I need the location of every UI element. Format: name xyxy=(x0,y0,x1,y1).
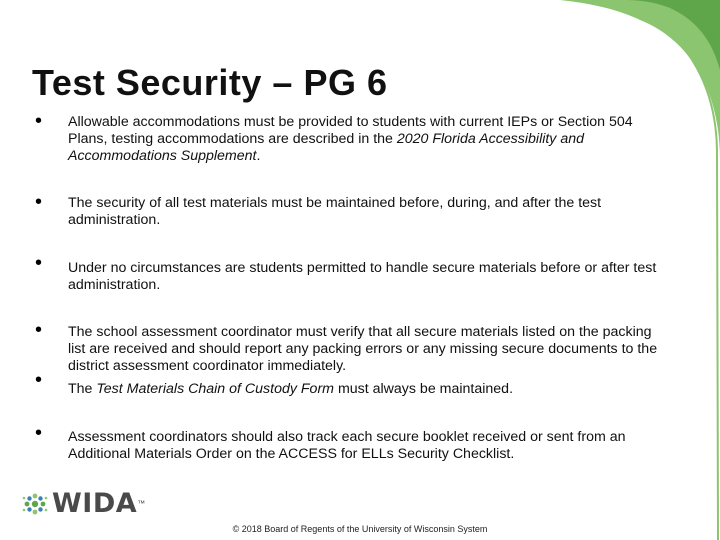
wida-logo xyxy=(22,488,145,519)
bullet-chain-of-custody: The Test Materials Chain of Custody Form must always be maintained. xyxy=(68,381,514,397)
bullet-marker: • xyxy=(35,422,43,444)
bullet-track-booklets: Assessment coordinators should also track each secure booklet received or sent from an Additional Materials Order on the ACCESS for ELLs Security Checklist. xyxy=(68,429,626,462)
trademark-mark: ™ xyxy=(137,499,146,508)
bullet-marker: • xyxy=(35,319,43,341)
bullet-student-handling: Under no circumstances are students permitted to handle secure materials before or after test administration. xyxy=(68,260,657,293)
bullet-marker: • xyxy=(35,110,43,132)
bullet-coordinator-verify: The school assessment coordinator must verify that all secure materials listed on the packing list are received and should report any packing errors or any missing secure documents to the district assessment coordinator immediately. xyxy=(68,324,658,374)
bullet-test-materials-security: The security of all test materials must be maintained before, during, and after the test administration. xyxy=(68,195,602,228)
supplement-title: 2020 Florida Accessibility and Accommodations Supplement xyxy=(68,131,585,164)
copyright-footer: © 2018 Board of Regents of the University of Wisconsin System xyxy=(232,524,488,534)
custody-form-title: Test Materials Chain of Custody Form xyxy=(96,381,334,397)
bullet-marker: • xyxy=(35,369,43,391)
wida-wordmark: WIDA xyxy=(52,488,138,519)
bullet-marker: • xyxy=(35,252,43,274)
bullet-accommodations: Allowable accommodations must be provided to students with current IEPs or Section 504 Plans, testing accommodations are described in the 2020 Florida Accessibility and Accommodations Supplement. xyxy=(68,114,633,164)
bullet-marker: • xyxy=(35,191,43,213)
wida-dots-icon xyxy=(22,491,48,517)
page-title: Test Security – PG 6 xyxy=(32,62,388,103)
